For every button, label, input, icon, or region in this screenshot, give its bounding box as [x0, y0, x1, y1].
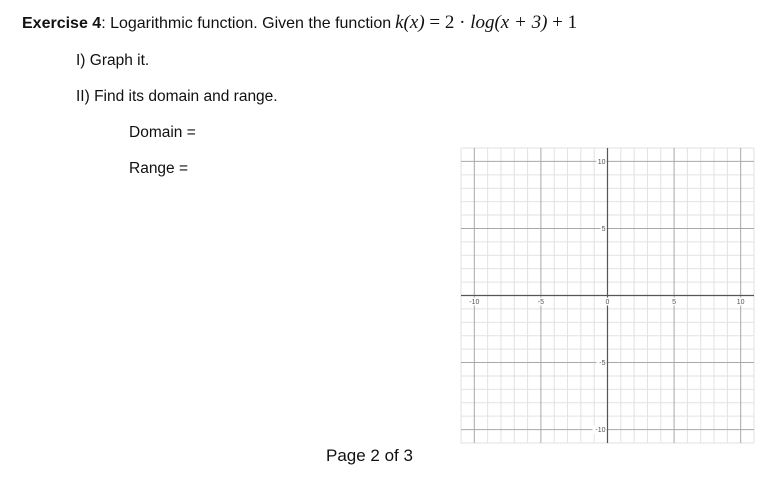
exercise-label: Exercise 4: [22, 15, 102, 32]
formula-arg: (x + 3): [494, 12, 548, 33]
x-tick-label: 0: [605, 299, 610, 306]
formula-coef: 2: [444, 12, 455, 33]
x-tick-label: 10: [736, 299, 745, 306]
range-label: Range =: [129, 160, 189, 177]
page-footer: Page 2 of 3: [326, 446, 413, 465]
x-tick-label: -5: [537, 299, 545, 306]
y-tick-label: -10: [595, 427, 606, 435]
formula-plus: +: [552, 12, 563, 33]
y-tick-label: -5: [599, 360, 606, 368]
exercise-intro: : Logarithmic function. Given the function: [101, 15, 392, 32]
y-tick-label: 10: [597, 158, 606, 166]
x-tick-label: -10: [469, 299, 480, 306]
question-graph: I) Graph it.: [76, 52, 150, 69]
formula-dot: ·: [459, 12, 466, 33]
question-domain-range: II) Find its domain and range.: [76, 88, 278, 105]
y-tick-label: 5: [601, 225, 606, 233]
formula-lhs: k(x): [395, 12, 425, 33]
x-tick-label: 5: [672, 299, 677, 306]
formula-const: 1: [567, 12, 578, 33]
domain-label: Domain =: [129, 124, 196, 141]
formula-fn: log: [470, 12, 495, 33]
formula-equals: =: [429, 12, 441, 33]
